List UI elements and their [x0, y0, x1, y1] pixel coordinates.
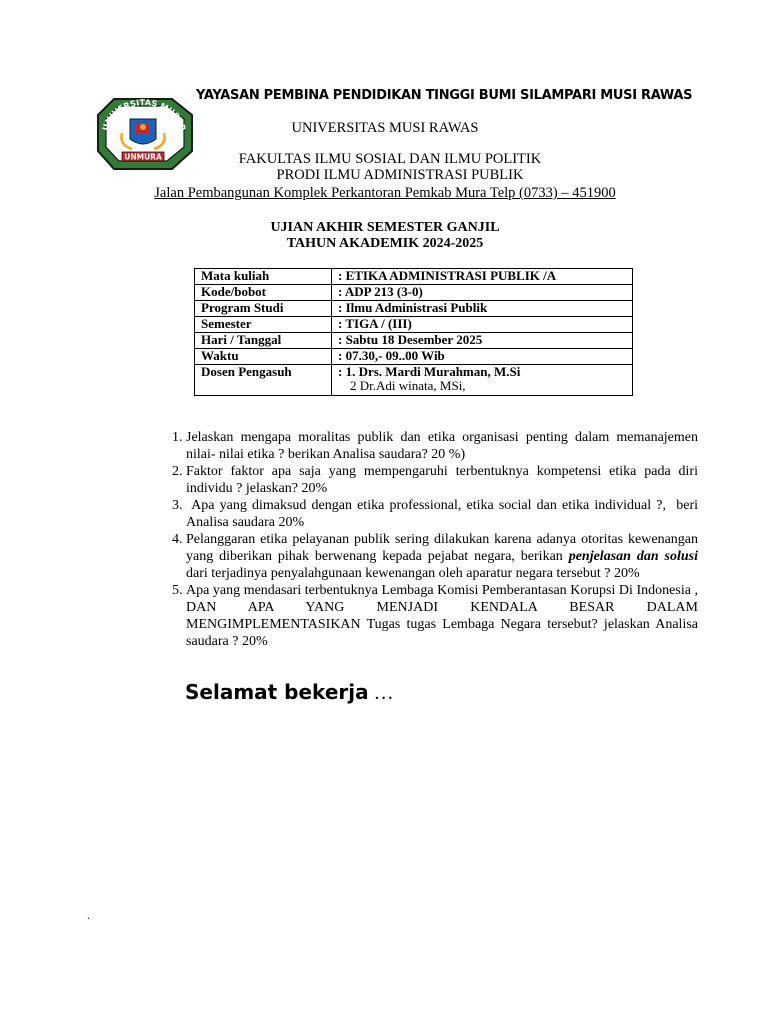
- closing-message: [185, 680, 394, 705]
- university-name: UNIVERSITAS MUSI RAWAS: [291, 120, 479, 136]
- info-key: Mata kuliah: [195, 269, 332, 285]
- info-value: [332, 365, 633, 396]
- info-value: : Ilmu Administrasi Publik: [332, 301, 633, 317]
- program-name: PRODI ILMU ADMINISTRASI PUBLIK: [276, 167, 524, 183]
- info-value: : ADP 213 (3-0): [332, 285, 633, 301]
- footer-mark: .: [87, 908, 90, 922]
- university-logo: [92, 93, 194, 175]
- info-key: Semester: [195, 317, 332, 333]
- question-text: Pelanggaran etika pelayanan publik sering dilakukan karena adanya otoritas kewenangan yang diberikan pihak berwenang kepada pejabat negara, berikan: [186, 532, 698, 564]
- question-item: [186, 531, 698, 582]
- address-line: Jalan Pembangunan Komplek Perkantoran Pemkab Mura Telp (0733) – 451900: [154, 185, 616, 201]
- foundation-name: YAYASAN PEMBINA PENDIDIKAN TINGGI BUMI SILAMPARI MUSI RAWAS: [196, 88, 693, 103]
- info-value: : TIGA / (III): [332, 317, 633, 333]
- table-row: [195, 365, 633, 396]
- question-text: dari terjadinya penyalahgunaan kewenangan oleh aparatur negara tersebut ? 20%: [186, 566, 640, 581]
- question-item: 2. Faktor faktor apa saja yang mempengaruhi terbentuknya kompetensi etika pada diri individu ? jelaskan? 20%: [186, 463, 698, 497]
- info-value: : 07.30,- 09..00 Wib: [332, 349, 633, 365]
- lecturer-2: 2 Dr.Adi winata, MSi,: [350, 378, 466, 393]
- table-row: [195, 269, 633, 285]
- exam-title: [200, 220, 570, 252]
- unmura-logo-icon: [92, 93, 194, 175]
- closing-text: Selamat bekerja: [185, 680, 369, 704]
- table-row: [195, 349, 633, 365]
- question-item: 3. Apa yang dimaksud dengan etika professional, etika social dan etika individual ?, beri Analisa saudara 20%: [186, 497, 698, 531]
- question-list: [162, 429, 701, 650]
- table-row: [195, 301, 633, 317]
- info-key: Dosen Pengasuh: [195, 365, 332, 396]
- table-row: [195, 285, 633, 301]
- exam-title-line2: TAHUN AKADEMIK 2024-2025: [286, 236, 484, 251]
- logo-banner-text: UNMURA: [124, 152, 162, 162]
- question-item: 1. Jelaskan mengapa moralitas publik dan etika organisasi penting dalam memanajemen nilai- nilai etika ? berikan Analisa saudara? 20 %): [186, 429, 698, 463]
- faculty-name: FAKULTAS ILMU SOSIAL DAN ILMU POLITIK: [238, 151, 542, 167]
- course-info-table: [194, 268, 633, 396]
- info-key: Hari / Tanggal: [195, 333, 332, 349]
- info-value: : ETIKA ADMINISTRASI PUBLIK /A: [332, 269, 633, 285]
- closing-dots: …: [368, 682, 394, 704]
- info-key: Waktu: [195, 349, 332, 365]
- table-row: [195, 333, 633, 349]
- exam-title-line1: UJIAN AKHIR SEMESTER GANJIL: [270, 220, 500, 235]
- question-item: 5. Apa yang mendasari terbentuknya Lembaga Komisi Pemberantasan Korupsi Di Indonesia , DAN APA YANG MENJADI KENDALA BESAR DALAM MENGIMPLEMENTASIKAN Tugas tugas Lembaga Negara tersebut? jelaskan Analisa saudara ? 20%: [186, 582, 698, 650]
- info-value: : Sabtu 18 Desember 2025: [332, 333, 633, 349]
- table-row: [195, 317, 633, 333]
- logo-ring-text: UNIVERSITAS MUSI R: [100, 97, 188, 132]
- question-emphasis: penjelasan dan solusi: [568, 549, 698, 564]
- lecturer-1: : 1. Drs. Mardi Murahman, M.Si: [338, 364, 521, 379]
- info-key: Program Studi: [195, 301, 332, 317]
- info-key: Kode/bobot: [195, 285, 332, 301]
